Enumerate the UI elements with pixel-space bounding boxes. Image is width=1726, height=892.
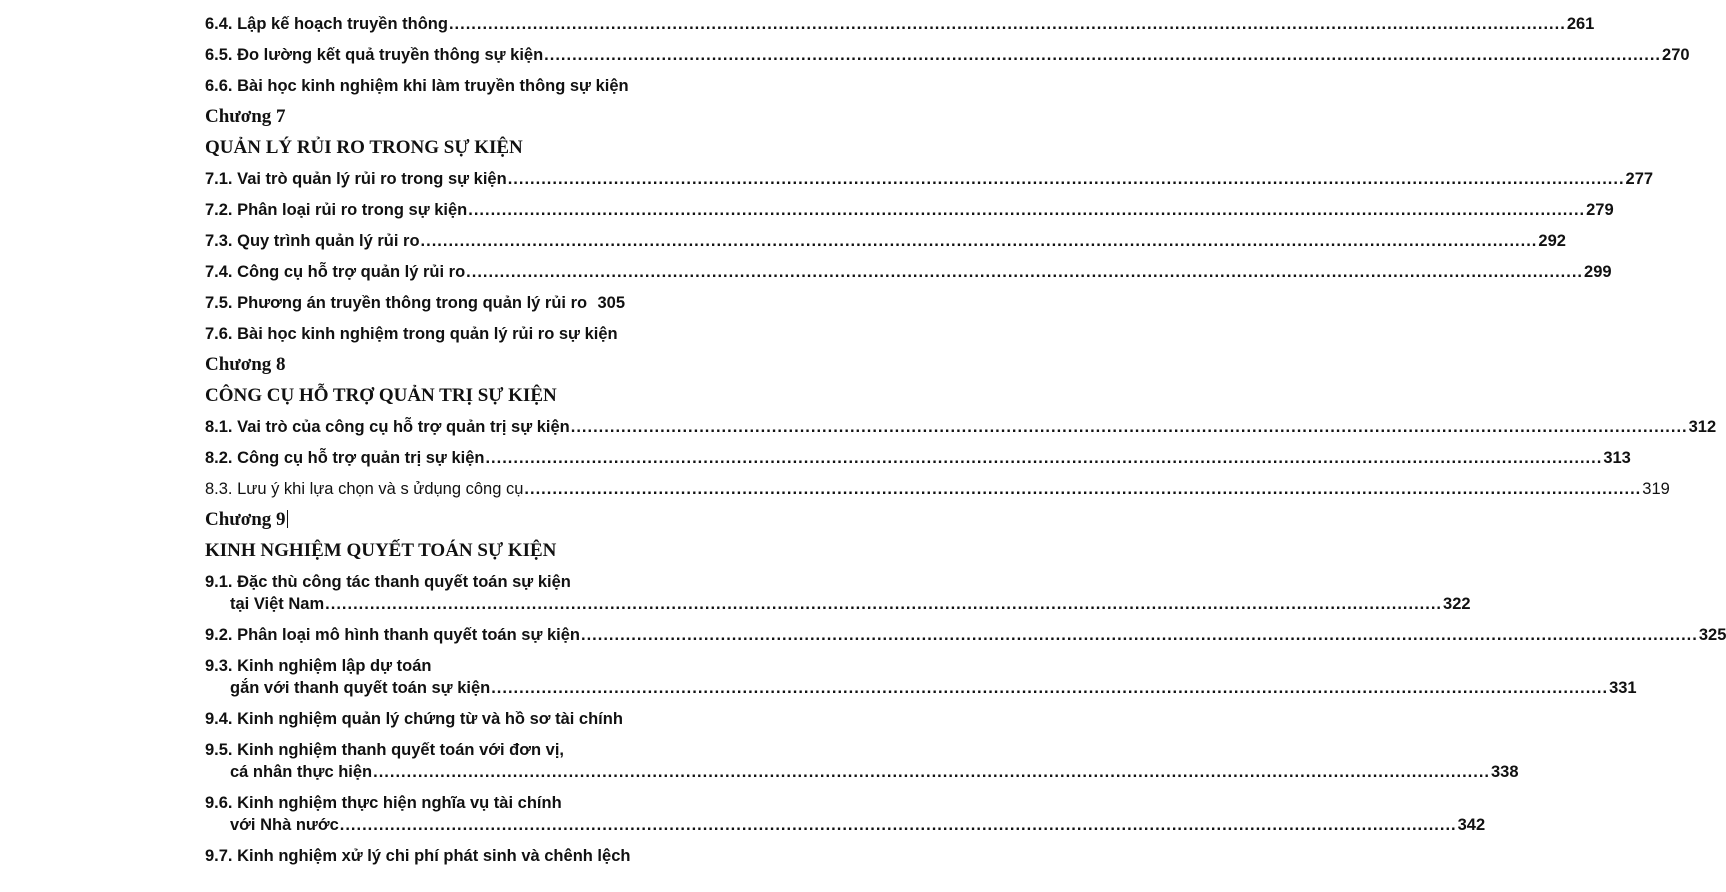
toc-entry-row [205,200,1614,220]
dot-leader: ........................................................................................................................................................................................................ [339,816,1457,834]
page-number: 313 [1603,449,1631,467]
page-number: 342 [1457,816,1486,834]
toc-entry-text: 9.5. Kinh nghiệm thanh quyết toán với đơn vị, [205,741,564,759]
toc-entry-row [205,815,1486,835]
page-number: 299 [1584,263,1612,281]
toc-entry-row [205,76,629,96]
dot-leader: ........................................................................................................................................................................................................ [524,480,1642,498]
toc-entry-row [205,324,625,344]
chapter-label [205,510,625,530]
toc-entry-row [205,417,1717,437]
toc-entry-row [205,45,1690,65]
chapter-label-text: Chương 8 [205,354,286,375]
toc-entry-text: 9.2. Phân loại mô hình thanh quyết toán sự kiện [205,626,580,644]
toc-entry-row [205,262,1612,282]
dot-leader: ........................................................................................................................................................................................................ [325,595,1443,613]
chapter-label-text: Chương 7 [205,106,286,127]
chapter-label [205,355,625,375]
toc-entry-row [205,14,1595,34]
toc-entry[interactable] [205,793,1486,835]
toc-entry[interactable] [205,625,1726,645]
toc-entry-text: 9.3. Kinh nghiệm lập dự toán [205,657,432,675]
toc-entry-text: 7.6. Bài học kinh nghiệm trong quản lý rủi ro sự kiện [205,325,618,343]
dot-leader: ........................................................................................................................................................................................................ [373,763,1490,781]
toc-entry[interactable] [205,169,1654,189]
text-cursor [287,510,288,528]
toc-entry[interactable] [205,324,625,344]
page-number: 292 [1538,232,1566,250]
dot-leader: ........................................................................................................................................................................................................ [466,263,1584,281]
toc-entry-text: gắn với thanh quyết toán sự kiện [230,679,491,697]
toc-entry-row [205,678,1637,698]
toc-entry-text: 8.3. Lưu ý khi lựa chọn và s ửdụng công cụ [205,480,524,498]
toc-entry-text: 9.7. Kinh nghiệm xử lý chi phí phát sinh và chênh lệch [205,847,631,865]
toc-entry[interactable] [205,709,625,729]
page-number: 338 [1491,763,1519,781]
page-number: 325 [1698,626,1726,644]
toc-entry-row [205,479,1670,499]
toc-entry[interactable] [205,572,1471,614]
page-number: 305 [597,294,625,312]
toc-entry-row [205,594,1471,614]
page-number: 322 [1443,595,1471,613]
dot-leader: ........................................................................................................................................................................................................ [507,170,1625,188]
toc-entry-text: 7.1. Vai trò quản lý rủi ro trong sự kiện [205,170,507,188]
dot-leader: ........................................................................................................................................................................................................ [485,449,1603,467]
toc-entry-text: 8.2. Công cụ hỗ trợ quản trị sự kiện [205,449,485,467]
toc-entry[interactable] [205,262,1612,282]
toc-entry[interactable] [205,740,1519,782]
page-number: 270 [1662,46,1690,64]
toc-entry[interactable] [205,76,629,96]
chapter-label [205,107,625,127]
dot-leader: ........................................................................................................................................................................................................ [570,418,1688,436]
toc-entry[interactable] [205,656,1637,698]
page-number: 279 [1586,201,1614,219]
toc-entry[interactable] [205,293,625,313]
toc-entry-row [205,625,1726,645]
toc-entry-text: 7.2. Phân loại rủi ro trong sự kiện [205,201,468,219]
toc-entry-row [205,709,625,729]
toc-entry-text: tại Việt Nam [230,595,325,613]
toc-entry[interactable] [205,45,1690,65]
toc-entry-text: 8.1. Vai trò của công cụ hỗ trợ quản trị sự kiện [205,418,570,436]
page-number: 277 [1625,170,1654,188]
toc-entry[interactable] [205,479,1670,499]
dot-leader: ........................................................................................................................................................................................................ [544,46,1662,64]
toc-entry-text: 6.6. Bài học kinh nghiệm khi làm truyền thông sự kiện [205,77,629,95]
toc-entry-row [205,293,625,313]
toc-entry-row [205,231,1566,251]
toc-entry-row [205,169,1654,189]
chapter-label-text: Chương 9 [205,509,286,530]
dot-leader: ........................................................................................................................................................................................................ [420,232,1538,250]
page-number: 319 [1642,480,1670,498]
dot-leader: ........................................................................................................................................................................................................ [491,679,1609,697]
chapter-title: KINH NGHIỆM QUYẾT TOÁN SỰ KIỆN [205,540,557,561]
toc-entry[interactable] [205,417,1717,437]
dot-leader: ........................................................................................................................................................................................................ [468,201,1586,219]
toc-entry-text: 9.4. Kinh nghiệm quản lý chứng từ và hồ sơ tài chính [205,710,623,728]
toc-entry-text: cá nhân thực hiện [230,763,373,781]
dot-leader: ........................................................................................................................................................................................................ [581,626,1698,644]
chapter-title: QUẢN LÝ RỦI RO TRONG SỰ KIỆN [205,137,523,158]
toc-entry-text: 7.5. Phương án truyền thông trong quản lý rủi ro [205,294,588,312]
toc-entry-text: 6.5. Đo lường kết quả truyền thông sự kiện [205,46,544,64]
table-of-contents [205,14,1726,877]
toc-entry-text: với Nhà nước [230,816,339,834]
toc-entry-row [205,846,631,866]
toc-entry-text: 9.6. Kinh nghiệm thực hiện nghĩa vụ tài chính [205,794,562,812]
toc-entry-text: 7.3. Quy trình quản lý rủi ro [205,232,420,250]
page-number: 261 [1566,15,1595,33]
toc-entry[interactable] [205,448,1631,468]
toc-entry-text: 9.1. Đặc thù công tác thanh quyết toán sự kiện [205,573,571,591]
toc-entry-row [205,762,1519,782]
page-number: 312 [1688,418,1717,436]
toc-entry[interactable] [205,231,1566,251]
toc-entry-text: 6.4. Lập kế hoạch truyền thông [205,15,448,33]
chapter-title: CÔNG CỤ HỖ TRỢ QUẢN TRỊ SỰ KIỆN [205,385,557,406]
toc-entry[interactable] [205,200,1614,220]
toc-entry-row [205,448,1631,468]
toc-entry[interactable] [205,14,1595,34]
toc-entry[interactable] [205,846,631,866]
page-number: 331 [1609,679,1637,697]
toc-entry-text: 7.4. Công cụ hỗ trợ quản lý rủi ro [205,263,466,281]
dot-leader: ........................................................................................................................................................................................................ [448,15,1566,33]
